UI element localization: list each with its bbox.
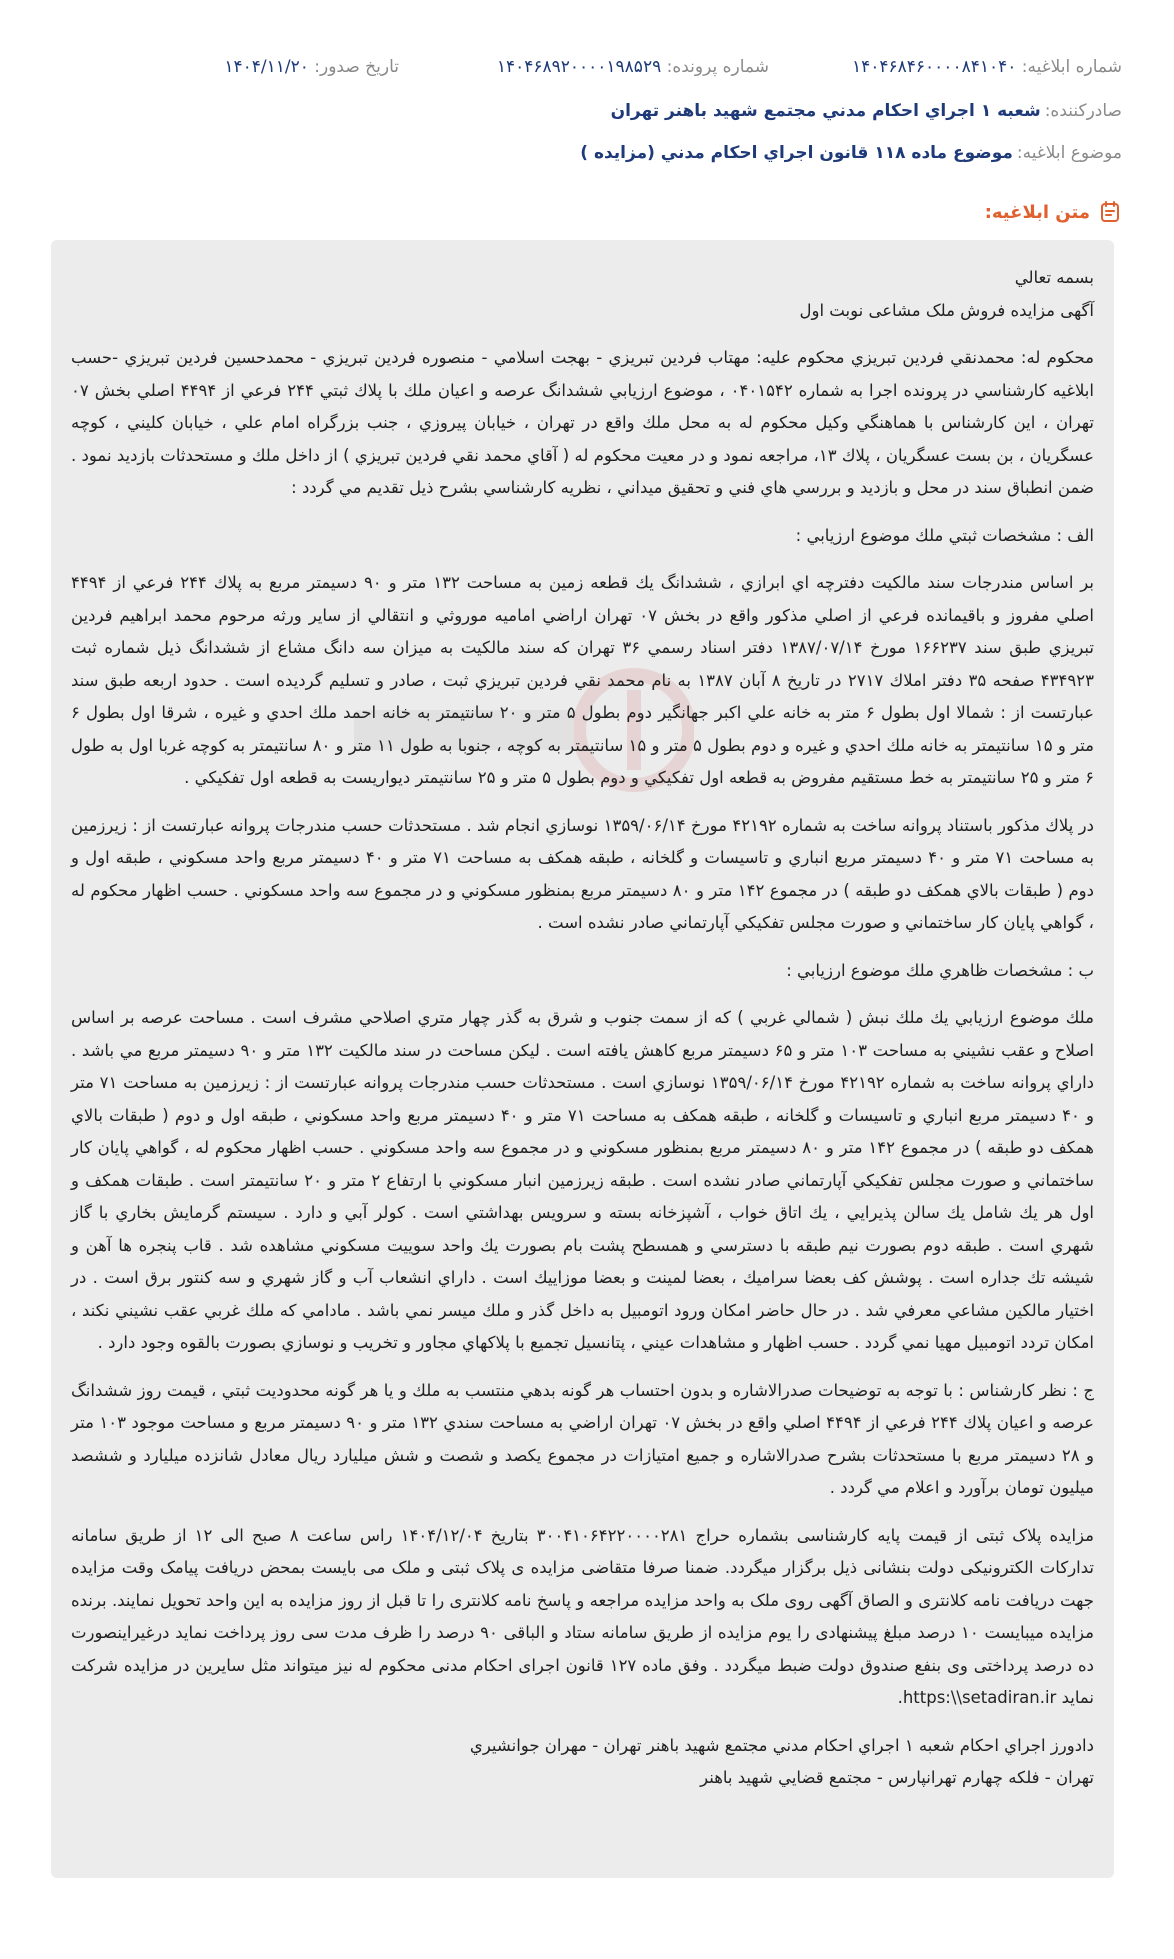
paragraph-appearance: ملك موضوع ارزيابي يك ملك نبش ( شمالي غربي ) كه از سمت جنوب و شرق به گذر چهار متري اصلاحي مشرف است . مساحت عرصه بر اساس اصلاح و عقب نشيني به مساحت ۱۰۳ متر و ۶۵ دسيمتر مربع كاهش يافته است . ليكن مساحت در سند مالكيت ۱۳۲ متر و ۹۰ دسيمتر مربع مي باشد . داراي پروانه ساخت به شماره ۴۲۱۹۲ مورخ ۱۳۵۹/۰۶/۱۴ نوسازي است . مستحدثات حسب مندرجات پروانه عبارتست از : زيرزمين به مساحت ۷۱ متر و ۴۰ دسيمتر مربع انباري و تاسيسات و گلخانه ، طبقه همكف به مساحت ۷۱ متر و ۴۰ دسيمتر مربع واحد مسكوني ، طبقه اول و دوم ( طبقات بالاي همكف دو طبقه ) در مجموع ۱۴۲ متر و ۸۰ دسيمتر مربع بمنظور مسكوني و در مجموع سه واحد مسكوني . حسب اظهار محكوم له ، گواهي پايان كار ساختماني و صورت مجلس تفكيكي آپارتماني صادر نشده است . طبقه زيرزمين انبار مسكوني با ارتفاع ۲ متر و ۲۰ سانتيمتر است . طبقات همكف و اول هر يك شامل يك سالن پذيرايي ، يك اتاق خواب ، آشپزخانه بسته و سرويس بهداشتي است . كولر آبي و دارد . سيستم گرمايش بخاري با گاز شهري است . طبقه دوم بصورت نيم طبقه با دسترسي و همسطح پشت بام بصورت يك واحد سوييت مسكوني مشاهده شد . قاب پنجره ها آهن و شيشه تك جداره است . پوشش كف بعضا سراميك ، بعضا لمينت و بعضا موزاييك است . داراي انشعاب آب و گاز شهري و سه كنتور برق است . در اختيار مالكين مشاعي معرفي شد . در حال حاضر امكان ورود اتومبيل به داخل گذر و ملك ميسر نمي باشد . مادامي كه ملك غربي عقب نشيني نكند ، امكان تردد اتومبيل مهيا نمي گردد . حسب اظهار و مشاهدات عيني ، پتانسيل تجميع با پلاكهاي مجاور و تخريب و نوسازي بصورت بالقوه وجود دارد . — [71, 1008, 1095, 1352]
notice-text-heading — [985, 200, 1122, 224]
notice-title: آگهی مزایده فروش ملک مشاعی نوبت اول — [799, 300, 1094, 320]
notice-text-title: متن ابلاغيه: — [984, 201, 1090, 223]
salutation: بسمه تعالي — [1014, 268, 1094, 287]
subject-label: موضوع ابلاغيه: — [1016, 143, 1122, 163]
issue-date-label: تاريخ صدور: — [314, 57, 399, 77]
subject-value: موضوع ماده ۱۱۸ قانون اجراي احکام مدني (مزايده ) — [580, 143, 1013, 163]
notice-number-label: شماره ابلاغيه: — [1021, 57, 1122, 77]
notice-text — [71, 262, 1094, 1795]
notice-number-value: ۱۴۰۴۶۸۴۶۰۰۰۰۸۴۱۰۴۰ — [852, 57, 1017, 77]
case-number-label: شماره پرونده: — [666, 57, 769, 77]
issue-date-value: ۱۴۰۴/۱۱/۲۰ — [224, 57, 309, 77]
heading-registration: الف : مشخصات ثبتي ملك موضوع ارزيابي : — [795, 525, 1094, 545]
issuer-row — [0, 101, 1122, 121]
notice-body — [51, 240, 1114, 1878]
paragraph-permit: در پلاك مذكور باستناد پروانه ساخت به شماره ۴۲۱۹۲ مورخ ۱۳۵۹/۰۶/۱۴ نوسازي انجام شد . مستحدثات حسب مندرجات پروانه عبارتست از : زيرزمين به مساحت ۷۱ متر و ۴۰ دسيمتر مربع انباري و تاسيسات و گلخانه ، طبقه همكف به مساحت ۷۱ متر و ۴۰ دسيمتر مربع واحد مسكوني ، طبقه اول و دوم ( طبقات بالاي همكف دو طبقه ) در مجموع ۱۴۲ متر و ۸۰ دسيمتر مربع بمنظور مسكوني و در مجموع سه واحد مسكوني . حسب اظهار محكوم له ، گواهي پايان كار ساختماني و صورت مجلس تفكيكي آپارتماني صادر نشده است . — [71, 815, 1095, 932]
issuer-value: شعبه ۱ اجراي احکام مدني مجتمع شهيد باهنر تهران — [610, 101, 1041, 121]
paragraph-intro: محکوم له: محمدنقي فردين تبريزي محکوم عليه: مهتاب فردين تبريزي - بهجت اسلامي - منصوره فردين تبريزي - محمدحسين فردين تبريزي -حسب ابلاغيه کارشناسي در پرونده اجرا به شماره ۰۴۰۱۵۴۲ ، موضوع ارزيابي ششدانگ عرصه و اعيان ملك با پلاك ثبتي ۲۴۴ فرعي از ۴۴۹۴ اصلي بخش ۰۷ تهران ، اين كارشناس با هماهنگي وكيل محکوم له به محل ملك واقع در تهران ، خيابان پيروزي ، جنب بزرگراه امام علي ، خيابان كليني ، كوچه عسگريان ، بن بست عسگريان ، پلاك ۱۳، مراجعه نمود و در معيت محكوم له ( آقاي محمد نقي فردين تبريزي ) از داخل ملك و مستحدثات بازديد نمود . ضمن انطباق سند در محل و بازديد و بررسي هاي فني و تحقيق ميداني ، نظريه كارشناسي بشرح ذيل تقديم مي گردد : — [71, 348, 1094, 497]
paragraph-expert-opinion: ج : نظر كارشناس : با توجه به توضيحات صدرالاشاره و بدون احتساب هر گونه بدهي منتسب به ملك و يا هر گونه محدوديت ثبتي ، قيمت روز ششدانگ عرصه و اعيان پلاك ۲۴۴ فرعي از ۴۴۹۴ اصلي واقع در بخش ۰۷ تهران اراضي به مساحت سندي ۱۳۲ متر و ۹۰ دسيمتر مربع و مساحت موجود ۱۰۳ متر و ۲۸ دسيمتر مربع با مستحدثات بشرح صدرالاشاره و جميع امتيازات در مجموع يكصد و شصت و شش ميليارد ريال معادل شانزده ميليارد و ششصد ميليون تومان برآورد و اعلام مي گردد . — [71, 1380, 1095, 1497]
issue-date — [224, 57, 399, 77]
case-number — [497, 57, 769, 77]
signature-line: دادورز اجراي احكام شعبه ۱ اجراي احكام مدني مجتمع شهيد باهنر تهران - مهران جوانشيري — [469, 1735, 1094, 1755]
paragraph-registration: بر اساس مندرجات سند مالكيت دفترچه اي ابرازي ، ششدانگ يك قطعه زمين به مساحت ۱۳۲ متر و ۹۰ دسيمتر مربع به پلاك ۲۴۴ فرعي از ۴۴۹۴ اصلي مفروز و باقيمانده فرعي از اصلي مذكور واقع در بخش ۰۷ تهران اراضي اماميه موروثي و انتقالي از ساير ورثه مرحوم محمد ابراهيم فردين تبريزي طبق سند ۱۶۶۲۳۷ مورخ ۱۳۸۷/۰۷/۱۴ دفتر اسناد رسمي ۳۶ تهران كه سند مالكيت به ميزان سه دانگ مشاع از ششدانگ ذيل شماره ثبت ۴۳۴۹۲۳ صفحه ۳۵ دفتر املاك ۲۷۱۷ در تاريخ ۸ آبان ۱۳۸۷ به نام محمد نقي فردين تبريزي ثبت ، صادر و تسليم گرديده است . حدود اربعه طبق سند عبارتست از : شمالا اول بطول ۶ متر به خانه علي اكبر جهانگير دوم بطول ۵ متر و ۲۰ سانتيمتر به خانه احمد ملك احدي و غيره ، شرقا اول بطول ۶ متر و ۱۵ سانتيمتر به خانه ملك احدي و غيره و دوم بطول ۵ متر و ۱۵ سانتيمتر به كوچه ، جنوبا به طول ۱۱ متر و ۸۰ سانتيمتر به كوچه غربا اول به طول ۶ متر و ۲۵ سانتيمتر به خط مستقيم مفروض به قطعه اول تفكيكي و دوم بطول ۵ متر و ۲۵ سانتيمتر ديواريست به قطعه اول تفكيكي . — [71, 573, 1095, 787]
subject-row — [0, 143, 1122, 163]
paragraph-auction: مزایده پلاک ثبتی از قیمت پایه کارشناسی بشماره حراج ۳۰۰۴۱۰۶۴۲۲۰۰۰۰۲۸۱ بتاریخ ۱۴۰۴/۱۲/۰۴ راس ساعت ۸ صبح الی ۱۲ از طریق سامانه تدارکات الکترونیکی دولت بنشانی ذیل برگزار میگردد. ضمنا صرفا متقاضی مزایده ی پلاک ثبتی و ملک می بایست بمحض دریافت پیامک وقت مزایده جهت دریافت نامه کلانتری و الصاق آگهی روی ملک به واحد مزایده مراجعه و پاسخ نامه کلانتری را تا قبل از روز مزایده به این واحد تحویل نمایند. برنده مزایده میبایست ۱۰ درصد مبلغ پیشنهادی را یوم مزایده از طریق سامانه ستاد و الباقی ۹۰ درصد را ظرف مدت سی روز پرداخت نماید درغیراینصورت ده درصد پرداختی وی بنفع صندوق دولت ضبط میگردد . وفق ماده ۱۲۷ قانون اجرای احکام مدنی محکوم له نیز میتواند مثل سایرین در مزایده شرکت نماید https:\\setadiran.ir. — [71, 1525, 1094, 1707]
heading-appearance: ب : مشخصات ظاهري ملك موضوع ارزيابي : — [786, 960, 1094, 980]
notice-number — [852, 57, 1122, 77]
case-number-value: ۱۴۰۴۶۸۹۲۰۰۰۰۱۹۸۵۲۹ — [496, 57, 662, 77]
address-line: تهران - فلكه چهارم تهرانپارس - مجتمع قضايي شهيد باهنر — [700, 1768, 1094, 1787]
issuer-label: صادرکننده: — [1044, 101, 1122, 121]
document-icon — [1098, 200, 1122, 224]
